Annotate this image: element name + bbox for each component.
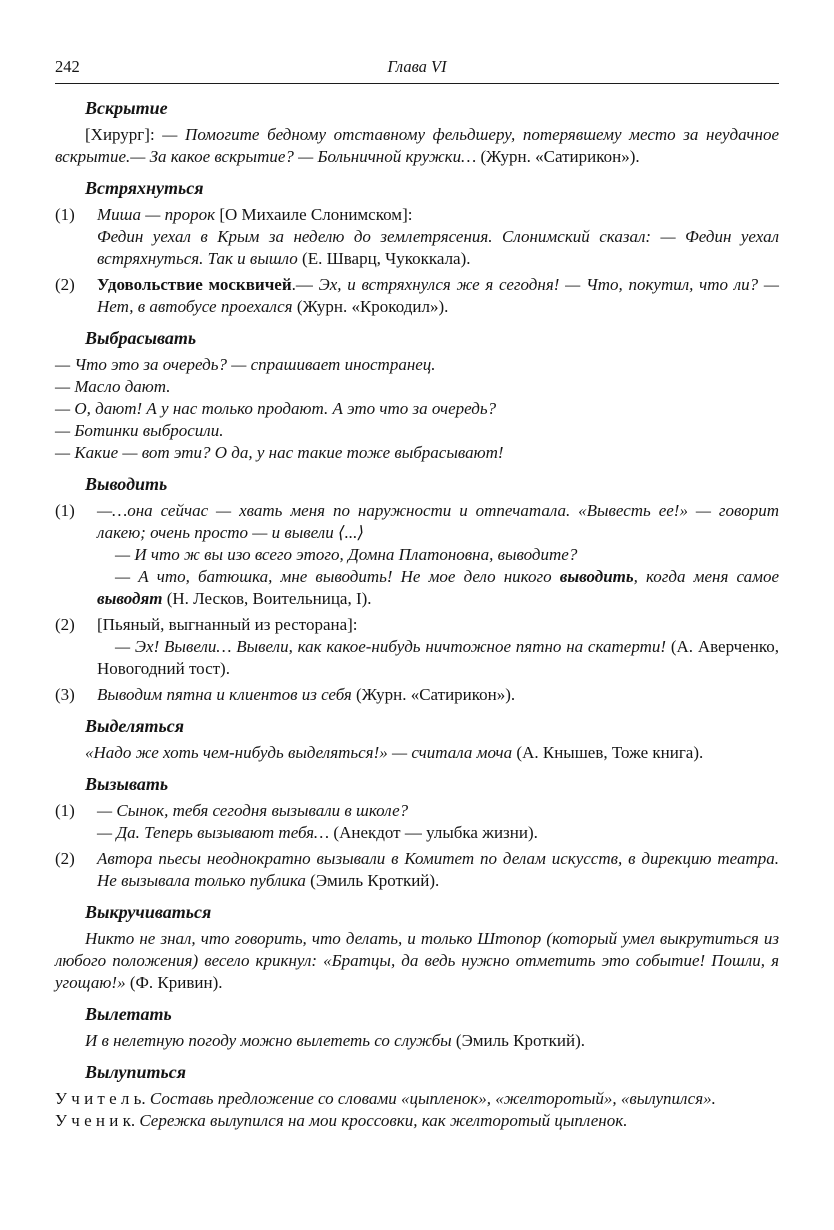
paragraph (55, 742, 779, 764)
paragraph (97, 684, 779, 706)
text-segment: — Помогите бедному отставному фельдшеру, потерявшему место за неудачное вскрытие.— За какое вскрытие? — Больничной кружки… (55, 125, 779, 166)
paragraph (97, 614, 779, 636)
item-number: (3) (55, 685, 75, 704)
paragraph (97, 848, 779, 892)
text-segment: [Пьяный, выгнанный из ресторана]: (97, 615, 358, 634)
item-number: (1) (55, 205, 75, 224)
item-body (55, 124, 779, 168)
text-segment: Составь предложение со словами «цыпленок», «желторотый», «вылупился». (149, 1089, 716, 1108)
text-segment: , когда меня самое (633, 567, 779, 586)
paragraph (55, 928, 779, 994)
text-segment: [Хирург]: (85, 125, 163, 144)
text-segment: Сережка вылупился на мои кроссовки, как желторотый цыпленок. (139, 1111, 628, 1130)
entry-item (55, 742, 779, 764)
entry-headword: Встряхнуться (85, 178, 204, 198)
item-body (97, 500, 779, 610)
dictionary-entry (55, 901, 779, 994)
text-segment: (Журн. «Крокодил»). (296, 297, 449, 316)
text-segment: — Ботинки выбросили. (55, 421, 224, 440)
item-number: (2) (55, 275, 75, 294)
entry-item (55, 500, 779, 610)
chapter-title: Глава VI (387, 57, 447, 76)
item-body (55, 1088, 779, 1132)
item-body (97, 684, 779, 706)
entry-item (55, 614, 779, 680)
text-segment: (Эмиль Кроткий). (455, 1031, 586, 1050)
text-segment: —…она сейчас — хвать меня по наружности и отпечатала. «Вывесть ее!» — говорит лакею; очень просто — и вывели ⟨...⟩ (97, 501, 779, 542)
paragraph (55, 1088, 779, 1110)
entry-item (55, 354, 779, 464)
item-body (55, 928, 779, 994)
entry-headword: Выводить (85, 474, 168, 494)
text-segment: Выводим пятна и клиентов из себя (97, 685, 357, 704)
text-segment: — А что, батюшка, мне выводить! Не мое дело никого (115, 567, 560, 586)
entry-item (55, 684, 779, 706)
paragraph (55, 1110, 779, 1132)
dictionary-entry (55, 1003, 779, 1052)
text-segment: — О, дают! А у нас только продают. А это что за очередь? (55, 399, 497, 418)
text-segment: (Журн. «Сатирикон»). (480, 147, 640, 166)
paragraph (55, 398, 779, 420)
entry-headword: Выкручиваться (85, 902, 212, 922)
text-segment: [О Михаиле Слонимском]: (219, 205, 413, 224)
text-segment: И в нелетную погоду можно вылететь со службы (85, 1031, 456, 1050)
item-body (97, 204, 779, 270)
text-segment: (Е. Шварц, Чукоккала). (302, 249, 471, 268)
paragraph (55, 1030, 779, 1052)
paragraph (97, 500, 779, 544)
paragraph (97, 274, 779, 318)
paragraph (97, 636, 779, 680)
paragraph (97, 226, 779, 270)
paragraph (55, 420, 779, 442)
item-body (55, 742, 779, 764)
text-segment: выводить (559, 567, 634, 586)
paragraph (55, 442, 779, 464)
paragraph (55, 376, 779, 398)
item-body (97, 848, 779, 892)
text-segment: «Надо же хоть чем-нибудь выделяться!» — считала моча (85, 743, 517, 762)
entry-item (55, 928, 779, 994)
text-segment: (Анекдот — улыбка жизни). (333, 823, 538, 842)
paragraph (97, 566, 779, 610)
text-segment: (А. Аверченко, Новогодний тост). (97, 637, 779, 678)
text-segment: (А. Кнышев, Тоже книга). (516, 743, 704, 762)
entry-headword: Вылупиться (85, 1062, 186, 1082)
text-segment: — Масло дают. (55, 377, 171, 396)
paragraph (55, 124, 779, 168)
entry-headword: Вызывать (85, 774, 169, 794)
entry-item (55, 124, 779, 168)
text-segment: выводят (97, 589, 163, 608)
text-segment: — Да. Теперь вызывают тебя… (97, 823, 334, 842)
text-segment: — Что это за очередь? — спрашивает иностранец. (55, 355, 436, 374)
entries (55, 97, 779, 1132)
paragraph (97, 544, 779, 566)
page-header (55, 56, 779, 84)
dictionary-entry (55, 177, 779, 318)
dictionary-entry (55, 773, 779, 892)
text-segment: Удовольствие москвичей (97, 275, 292, 294)
item-body (97, 800, 779, 844)
text-segment: (Журн. «Сатирикон»). (356, 685, 516, 704)
item-body (55, 354, 779, 464)
text-segment: — Сынок, тебя сегодня вызывали в школе? (97, 801, 409, 820)
dictionary-entry (55, 327, 779, 464)
entry-item (55, 204, 779, 270)
paragraph (55, 354, 779, 376)
dictionary-entry (55, 715, 779, 764)
dictionary-entry (55, 97, 779, 168)
item-number: (1) (55, 801, 75, 820)
item-number: (2) (55, 615, 75, 634)
item-body (97, 614, 779, 680)
entry-item (55, 848, 779, 892)
item-body (55, 1030, 779, 1052)
text-segment: У ч е н и к. (55, 1111, 140, 1130)
entry-item (55, 1030, 779, 1052)
text-segment: (Н. Лесков, Воительница, I). (166, 589, 372, 608)
text-segment: Федин уехал в Крым за неделю до землетрясения. Слонимский сказал: — Федин уехал встряхнуться. Так и вышло (97, 227, 779, 268)
paragraph (97, 204, 779, 226)
text-segment: — Какие — вот эти? О да, у нас такие тоже выбрасывают! (55, 443, 504, 462)
entry-item (55, 274, 779, 318)
item-number: (2) (55, 849, 75, 868)
entry-headword: Выбрасывать (85, 328, 197, 348)
paragraph (97, 800, 779, 822)
item-number: (1) (55, 501, 75, 520)
entry-headword: Вскрытие (85, 98, 168, 118)
text-segment: — Эх! Вывели… Вывели, как какое-нибудь ничтожное пятно на скатерти! (115, 637, 671, 656)
text-segment: Автора пьесы неоднократно вызывали в Комитет по делам искусств, в дирекцию театра. Не вызывала только публика (97, 849, 779, 890)
text-segment: Эх, и встряхнулся же я сегодня! — Что, покутил, что ли? — Нет, в автобусе проехался (97, 275, 779, 316)
entry-headword: Выделяться (85, 716, 184, 736)
text-segment: У ч и т е л ь. (55, 1089, 150, 1108)
text-segment: (Ф. Кривин). (129, 973, 223, 992)
text-segment: Миша — пророк (97, 205, 220, 224)
paragraph (97, 822, 779, 844)
text-segment: .— (291, 275, 319, 294)
entry-headword: Вылетать (85, 1004, 172, 1024)
text-segment: — И что ж вы изо всего этого, Домна Платоновна, выводите? (115, 545, 578, 564)
entry-item (55, 800, 779, 844)
text-segment: (Эмиль Кроткий). (310, 871, 440, 890)
page-number: 242 (55, 57, 80, 76)
text-segment: Никто не знал, что говорить, что делать, и только Штопор (который умел выкрутиться из любого положения) весело крикнул: «Братцы, да ведь нужно отметить это событие! Пошли, я угощаю!» (55, 929, 779, 992)
dictionary-entry (55, 1061, 779, 1132)
item-body (97, 274, 779, 318)
entry-item (55, 1088, 779, 1132)
dictionary-entry (55, 473, 779, 706)
